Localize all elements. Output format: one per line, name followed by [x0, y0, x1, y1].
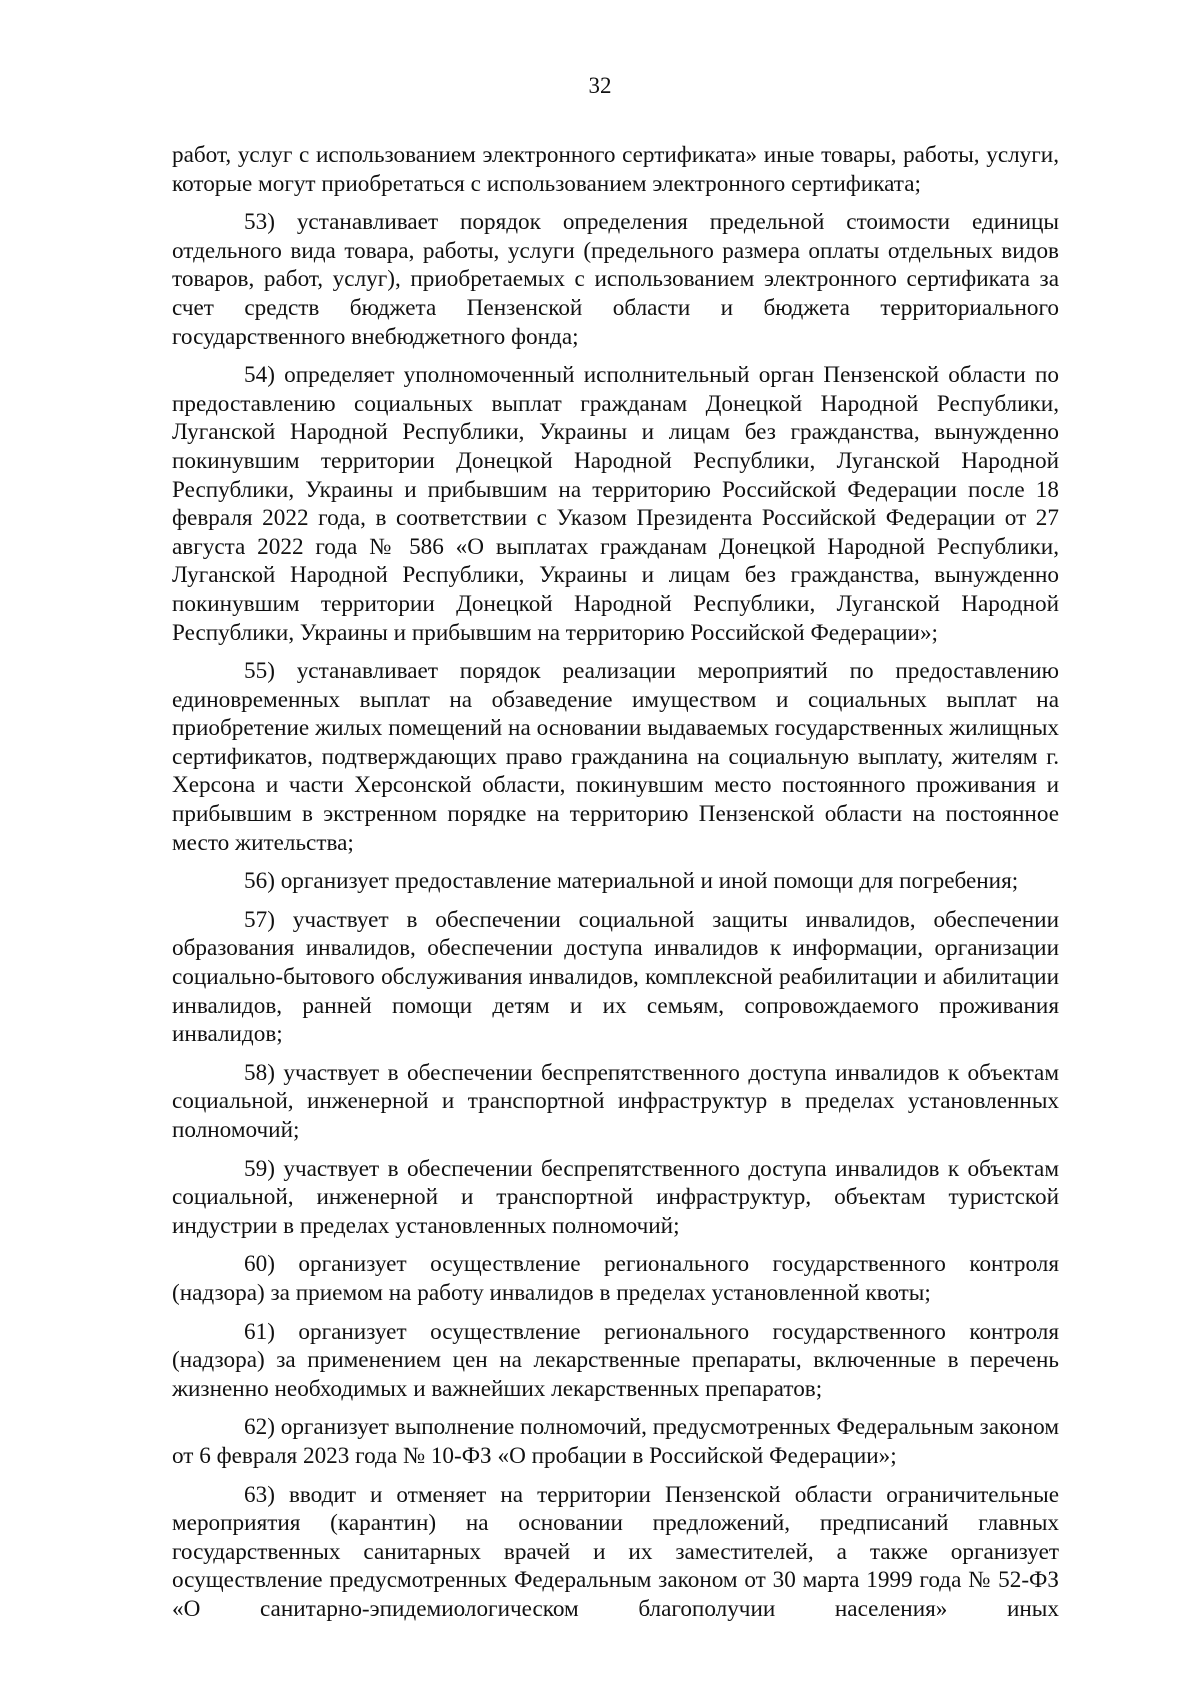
paragraph-item-62: 62) организует выполнение полномочий, предусмотренных Федеральным законом от 6 февраля 2023 года № 10-ФЗ «О пробации в Российской Федерации»; [172, 1414, 1059, 1469]
paragraph-item-53: 53) устанавливает порядок определения предельной стоимости единицы отдельного вида товара, работы, услуги (предельного размера оплаты отдельных видов товаров, работ, услуг), приобретаемых с использованием электронного сертификата за счет средств бюджета Пензенской области и бюджета территориального государственного внебюджетного фонда; [172, 209, 1059, 350]
paragraph-item-54: 54) определяет уполномоченный исполнительный орган Пензенской области по предоставлению социальных выплат гражданам Донецкой Народной Республики, Луганской Народной Республики, Украины и лицам без гражданства, вынужденно покинувшим территории Донецкой Народной Республики, Луганской Народной Республики, Украины и прибывшим на территорию Российской Федерации после 18 февраля 2022 года, в соответствии с Указом Президента Российской Федерации от 27 августа 2022 года № 586 «О выплатах гражданам Донецкой Народной Республики, Луганской Народной Республики, Украины и лицам без гражданства, вынужденно покинувшим территории Донецкой Народной Республики, Луганской Народной Республики, Украины и прибывшим на территорию Российской Федерации»; [172, 362, 1059, 646]
page-number: 32 [588, 73, 612, 98]
paragraph-item-61: 61) организует осуществление регионального государственного контроля (надзора) за применением цен на лекарственные препараты, включенные в перечень жизненно необходимых и важнейших лекарственных препаратов; [172, 1318, 1059, 1402]
paragraph-item-59: 59) участвует в обеспечении беспрепятственного доступа инвалидов к объектам социальной, инженерной и транспортной инфраструктур, объектам туристской индустрии в пределах установленных полномочий; [172, 1155, 1059, 1239]
paragraph-item-58: 58) участвует в обеспечении беспрепятственного доступа инвалидов к объектам социальной, инженерной и транспортной инфраструктур в пределах установленных полномочий; [172, 1059, 1059, 1143]
paragraph-item-60: 60) организует осуществление регионального государственного контроля (надзора) за приемом на работу инвалидов в пределах установленной квоты; [172, 1251, 1059, 1306]
paragraph-item-63: 63) вводит и отменяет на территории Пензенской области ограничительные мероприятия (карантин) на основании предложений, предписаний главных государственных санитарных врачей и их заместителей, а также организует осуществление предусмотренных Федеральным законом от 30 марта 1999 года № 52-ФЗ «О санитарно-эпидемиологическом благополучии населения» иных [172, 1481, 1059, 1622]
paragraph-item-56: 56) организует предоставление материальной и иной помощи для погребения; [244, 868, 1019, 895]
document-body [172, 141, 1059, 1634]
paragraph-item-57: 57) участвует в обеспечении социальной защиты инвалидов, обеспечении образования инвалидов, обеспечении доступа инвалидов к информации, организации социально-бытового обслуживания инвалидов, комплексной реабилитации и абилитации инвалидов, ранней помощи детям и их семьям, сопровождаемого проживания инвалидов; [172, 906, 1059, 1048]
paragraph-continuation: работ, услуг с использованием электронного сертификата» иные товары, работы, услуги, которые могут приобретаться с использованием электронного сертификата; [172, 142, 1059, 197]
paragraph-item-55: 55) устанавливает порядок реализации мероприятий по предоставлению единовременных выплат на обзаведение имуществом и социальных выплат на приобретение жилых помещений на основании выдаваемых государственных жилищных сертификатов, подтверждающих право гражданина на социальную выплату, жителям г. Херсона и части Херсонской области, покинувшим место постоянного проживания и прибывшим в экстренном порядке на территорию Пензенской области на постоянное место жительства; [172, 658, 1059, 856]
